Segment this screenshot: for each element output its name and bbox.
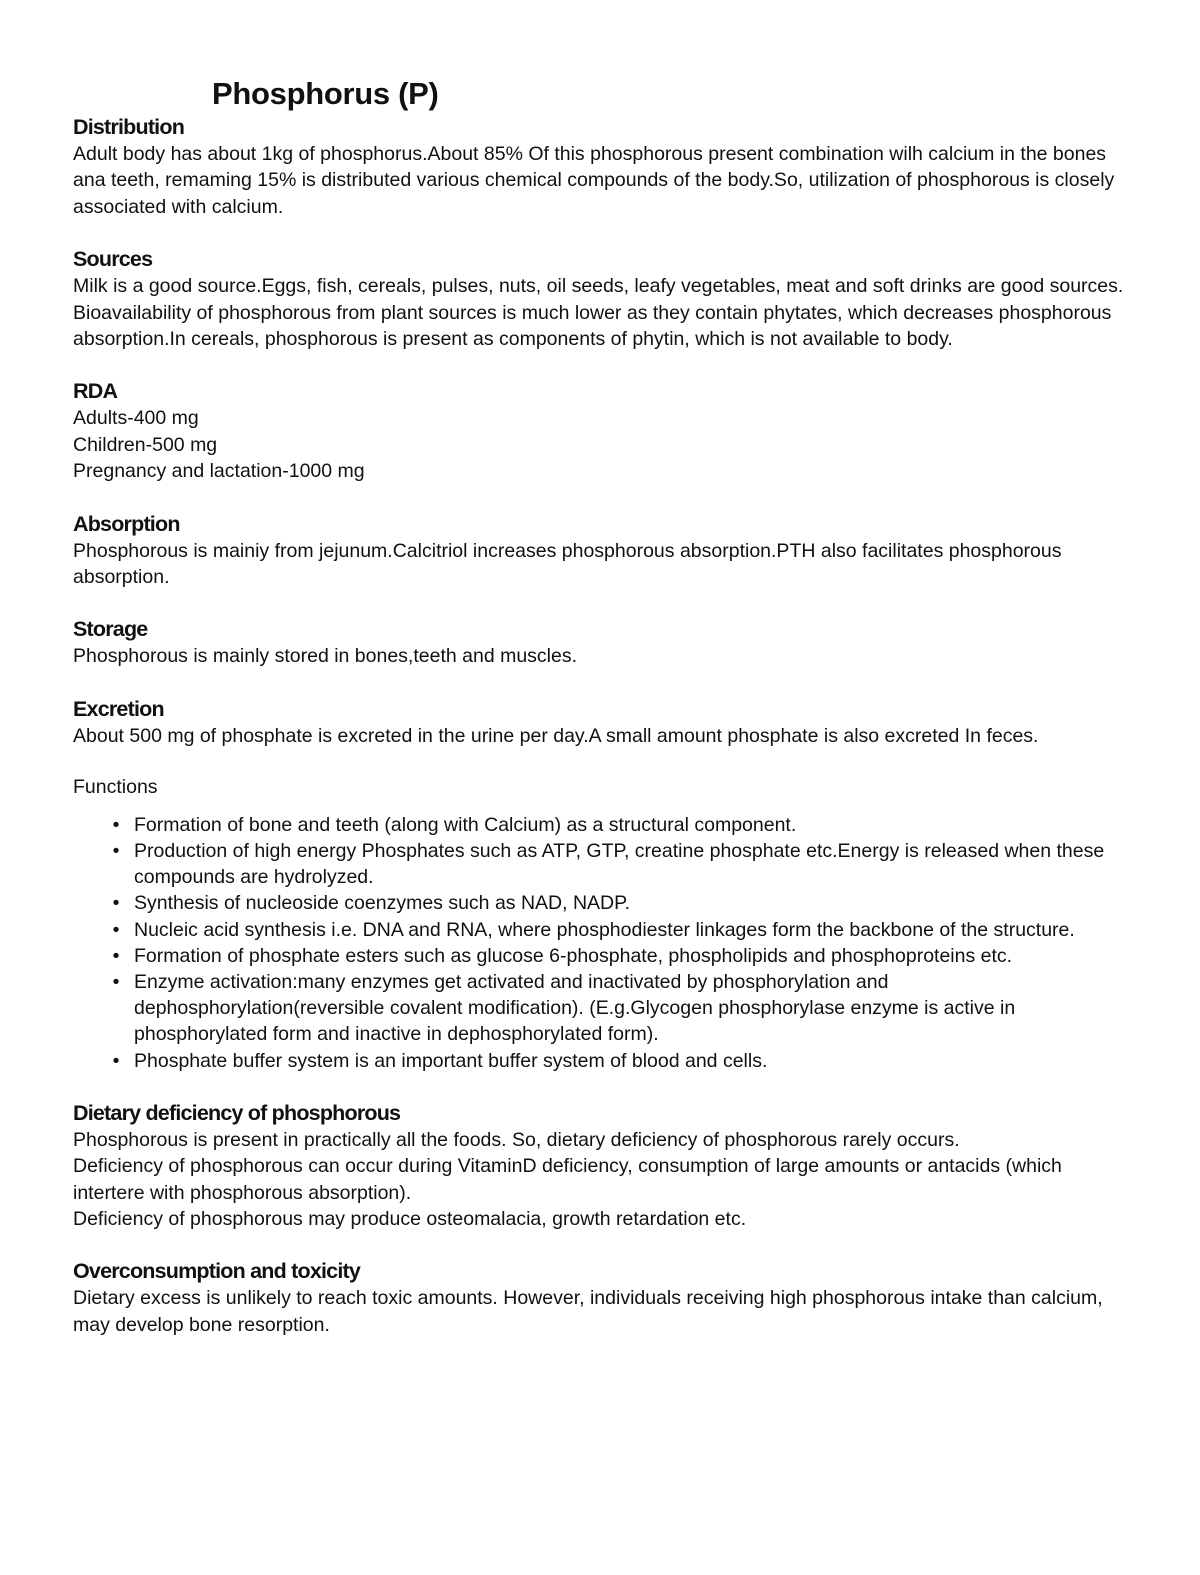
list-item bbox=[112, 890, 1133, 916]
functions-list bbox=[73, 812, 1133, 1074]
section-storage bbox=[73, 616, 1133, 669]
section-toxicity bbox=[73, 1258, 1133, 1338]
section-heading-storage: Storage bbox=[73, 617, 148, 642]
function-item-text: Nucleic acid synthesis i.e. DNA and RNA, where phosphodiester linkages form the backbone of the structure. bbox=[134, 918, 1075, 941]
deficiency-paragraph: Phosphorous is present in practically all the foods. So, dietary deficiency of phosphorous rarely occurs. bbox=[73, 1128, 960, 1151]
deficiency-paragraph: Deficiency of phosphorous can occur during VitaminD deficiency, consumption of large amounts or antacids (which intertere with phosphorous absorption). bbox=[73, 1155, 1062, 1204]
list-item bbox=[112, 943, 1133, 969]
list-item bbox=[112, 1048, 1133, 1074]
absorption-paragraph: Phosphorous is mainiy from jejunum.Calcitriol increases phosphorous absorption.PTH also facilitates phosphorous absorption. bbox=[73, 539, 1062, 589]
bullet-icon: • bbox=[112, 813, 120, 836]
document-page bbox=[73, 74, 1133, 1338]
section-heading-excretion: Excretion bbox=[73, 696, 164, 721]
list-item bbox=[112, 838, 1133, 890]
sources-paragraph: Bioavailability of phosphorous from plant sources is much lower as they contain phytates, which decreases phosphorous absorption.In cereals, phosphorous is present as components of phytin, which is not available to body. bbox=[73, 301, 1112, 351]
section-absorption bbox=[73, 511, 1133, 591]
bullet-icon: • bbox=[112, 970, 120, 993]
rda-children: Children-500 mg bbox=[73, 433, 218, 456]
excretion-paragraph: About 500 mg of phosphate is excreted in the urine per day.A small amount phosphate is also excreted In feces. bbox=[73, 724, 1039, 747]
function-item-text: Formation of phosphate esters such as glucose 6-phosphate, phospholipids and phosphoproteins etc. bbox=[134, 944, 1013, 967]
section-excretion bbox=[73, 696, 1133, 749]
sources-paragraph: Milk is a good source.Eggs, fish, cereals, pulses, nuts, oil seeds, leafy vegetables, meat and soft drinks are good sources. bbox=[73, 275, 1124, 298]
list-item bbox=[112, 969, 1133, 1048]
storage-paragraph: Phosphorous is mainly stored in bones,teeth and muscles. bbox=[73, 645, 578, 668]
function-item-text: Production of high energy Phosphates such as ATP, GTP, creatine phosphate etc.Energy is released when these compounds are hydrolyzed. bbox=[134, 839, 1105, 889]
section-heading-functions: Functions bbox=[73, 776, 158, 799]
section-sources bbox=[73, 246, 1133, 352]
function-item-text: Formation of bone and teeth (along with Calcium) as a structural component. bbox=[134, 813, 797, 836]
function-item-text: Synthesis of nucleoside coenzymes such as NAD, NADP. bbox=[134, 892, 631, 915]
bullet-icon: • bbox=[112, 1049, 120, 1072]
section-distribution bbox=[73, 114, 1133, 220]
section-rda bbox=[73, 378, 1133, 484]
section-heading-sources: Sources bbox=[73, 247, 153, 272]
bullet-icon: • bbox=[112, 944, 120, 967]
bullet-icon: • bbox=[112, 839, 120, 862]
section-deficiency bbox=[73, 1100, 1133, 1233]
toxicity-paragraph: Dietary excess is unlikely to reach toxic amounts. However, individuals receiving high phosphorous intake than calcium, may develop bone resorption. bbox=[73, 1287, 1103, 1336]
bullet-icon: • bbox=[112, 892, 120, 915]
rda-adults: Adults-400 mg bbox=[73, 407, 199, 430]
section-heading-distribution: Distribution bbox=[73, 115, 185, 139]
rda-pregnancy: Pregnancy and lactation-1000 mg bbox=[73, 460, 365, 483]
bullet-icon: • bbox=[112, 918, 120, 941]
section-heading-absorption: Absorption bbox=[73, 511, 180, 536]
section-heading-deficiency: Dietary deficiency of phosphorous bbox=[73, 1100, 401, 1125]
function-item-text: Enzyme activation:many enzymes get activated and inactivated by phosphorylation and dephosphorylation(reversible covalent modification). (E.g.Glycogen phosphorylase enzyme is active in phosphorylated form and inactive in dephosphorylated form). bbox=[134, 970, 1016, 1046]
section-functions bbox=[73, 774, 1133, 1073]
list-item bbox=[112, 917, 1133, 943]
function-item-text: Phosphate buffer system is an important buffer system of blood and cells. bbox=[134, 1049, 768, 1072]
deficiency-paragraph: Deficiency of phosphorous may produce osteomalacia, growth retardation etc. bbox=[73, 1207, 747, 1230]
document-title: Phosphorus (P) bbox=[212, 76, 439, 111]
list-item bbox=[112, 812, 1133, 838]
distribution-paragraph: Adult body has about 1kg of phosphorus.About 85% Of this phosphorous present combination wilh calcium in the bones ana teeth, remaming 15% is distributed various chemical compounds of the body.So, utilization of phosphorous is closely associated with calcium. bbox=[73, 143, 1115, 218]
section-heading-rda: RDA bbox=[73, 379, 118, 404]
section-heading-toxicity: Overconsumption and toxicity bbox=[73, 1259, 361, 1284]
